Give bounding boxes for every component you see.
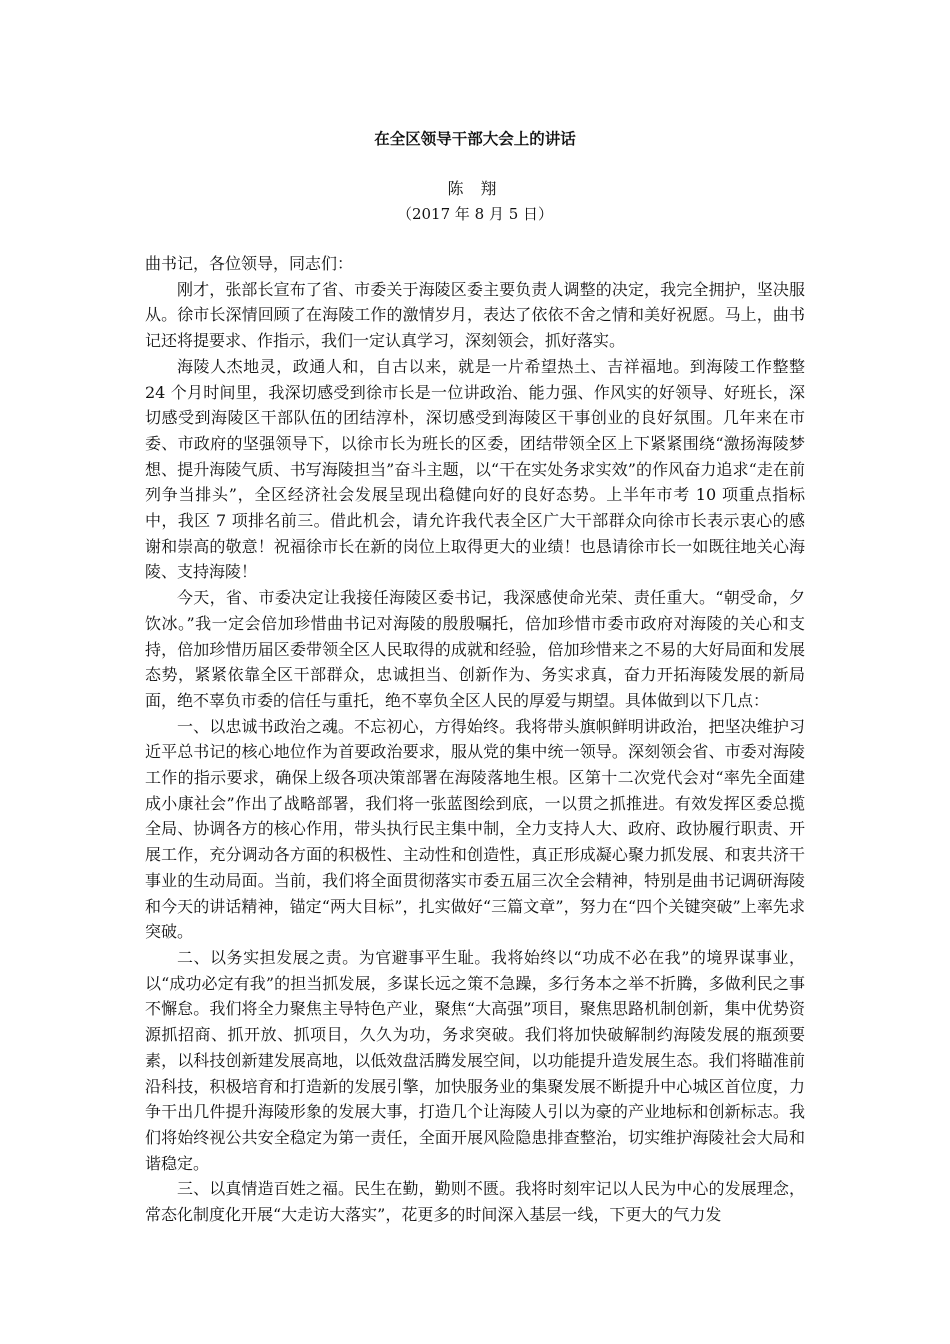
- speech-date: （2017 年 8 月 5 日）: [396, 205, 554, 223]
- speech-body: [145, 251, 805, 1228]
- paragraph: 三、以真情造百姓之福。民生在勤，勤则不匮。我将时刻牢记以人民为中心的发展理念，常态化制度化开展“大走访大落实”，花更多的时间深入基层一线，下更大的气力发: [145, 1179, 805, 1225]
- paragraph: 今天，省、市委决定让我接任海陵区委书记，我深感使命光荣、责任重大。“朝受命，夕饮冰。”我一定会倍加珍惜曲书记对海陵的殷殷嘱托，倍加珍惜市委市政府对海陵的关心和支持，倍加珍惜历届区委带领全区人民取得的成就和经验，倍加珍惜来之不易的大好局面和发展态势，紧紧依靠全区干部群众，忠诚担当、创新作为、务实求真，奋力开拓海陵发展的新局面，绝不辜负市委的信任与重托，绝不辜负全区人民的厚爱与期望。具体做到以下几点：: [145, 588, 805, 710]
- paragraph: 海陵人杰地灵，政通人和，自古以来，就是一片希望热土、吉祥福地。到海陵工作整整 24 个月时间里，我深切感受到徐市长是一位讲政治、能力强、作风实的好领导、好班长，深切感受到海陵区干部队伍的团结淳朴，深切感受到海陵区干事创业的良好氛围。几年来在市委、市政府的坚强领导下，以徐市长为班长的区委，团结带领全区上下紧紧围绕“激扬海陵梦想、提升海陵气质、书写海陵担当”奋斗主题，以“干在实处务求实效”的作风奋力追求“走在前列争当排头”，全区经济社会发展呈现出稳健向好的良好态势。上半年市考 10 项重点指标中，我区 7 项排名前三。借此机会，请允许我代表全区广大干部群众向徐市长表示衷心的感谢和崇高的敬意！祝福徐市长在新的岗位上取得更大的业绩！也恳请徐市长一如既往地关心海陵、支持海陵！: [145, 356, 805, 582]
- paragraph: 二、以务实担发展之责。为官避事平生耻。我将始终以“功成不必在我”的境界谋事业，以“成功必定有我”的担当抓发展，多谋长远之策不急躁，多行务本之举不折腾，多做利民之事不懈怠。我们将全力聚焦主导特色产业，聚焦“大高强”项目，聚焦思路机制创新，集中优势资源抓招商、抓开放、抓项目，久久为功，务求突破。我们将加快破解制约海陵发展的瓶颈要素，以科技创新建发展高地，以低效盘活腾发展空间，以功能提升造发展生态。我们将瞄准前沿科技，积极培育和打造新的发展引擎，加快服务业的集聚发展不断提升中心城区首位度，力争干出几件提升海陵形象的发展大事，打造几个让海陵人引以为豪的产业地标和创新标志。我们将始终视公共安全稳定为第一责任，全面开展风险隐患排查整治，切实维护海陵社会大局和谐稳定。: [145, 947, 805, 1173]
- salutation: 曲书记，各位领导，同志们：: [145, 254, 354, 273]
- paragraph: 一、以忠诚书政治之魂。不忘初心，方得始终。我将带头旗帜鲜明讲政治，把坚决维护习近平总书记的核心地位作为首要政治要求，服从党的集中统一领导。深刻领会省、市委对海陵工作的指示要求，确保上级各项决策部署在海陵落地生根。区第十二次党代会对“率先全面建成小康社会”作出了战略部署，我们将一张蓝图绘到底，一以贯之抓推进。有效发挥区委总揽全局、协调各方的核心作用，带头执行民主集中制，全力支持人大、政府、政协履行职责、开展工作，充分调动各方面的积极性、主动性和创造性，真正形成凝心聚力抓发展、和衷共济干事业的生动局面。当前，我们将全面贯彻落实市委五届三次全会精神，特别是曲书记调研海陵和今天的讲话精神，锚定“两大目标”，扎实做好“三篇文章”，努力在“四个关键突破”上率先求突破。: [145, 716, 805, 942]
- document-title: 在全区领导干部大会上的讲话: [374, 130, 576, 148]
- speaker-name: 陈 翔: [447, 179, 503, 198]
- paragraph: 刚才，张部长宣布了省、市委关于海陵区委主要负责人调整的决定，我完全拥护，坚决服从。徐市长深情回顾了在海陵工作的激情岁月，表达了依依不舍之情和美好祝愿。马上，曲书记还将提要求、作指示，我们一定认真学习，深刻领会，抓好落实。: [145, 279, 805, 351]
